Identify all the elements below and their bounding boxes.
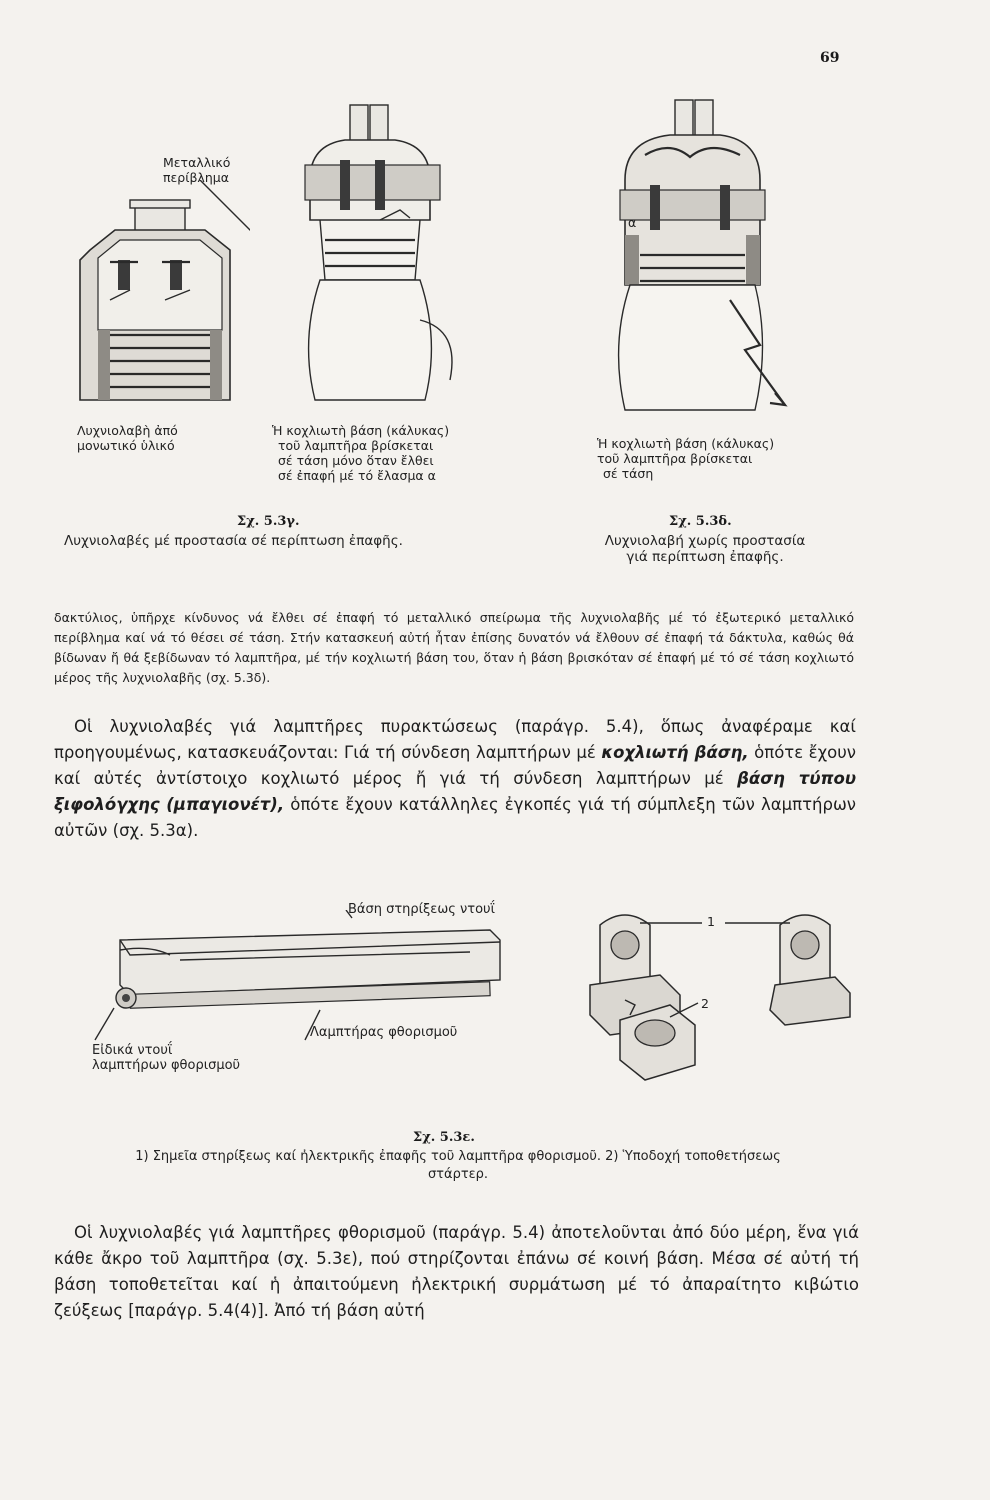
label-metal-casing <box>163 155 263 185</box>
label-right-line2: τοῦ λαμπτῆρα βρίσκεται <box>597 451 753 466</box>
label-middle-line4: σέ ἐπαφή μέ τό ἔλασμα α <box>278 468 436 483</box>
label-insulating-holder <box>77 423 227 453</box>
label-base-support: Βάση στηρίξεως ντουΐ <box>348 902 495 917</box>
caption-5-3g-number: Σχ. 5.3γ. <box>237 514 300 529</box>
label-number-1: 1 <box>707 914 715 929</box>
label-metal-casing-line2: περίβλημα <box>163 170 229 185</box>
figure-5-3d-right-drawing <box>580 95 810 415</box>
label-middle-line3: σέ τάση μόνο ὅταν ἔλθει <box>278 453 434 468</box>
figure-5-3g-middle-drawing <box>280 100 480 410</box>
paragraph-small: δακτύλιος, ὑπῆρχε κίνδυνος νά ἔλθει σέ ἐπαφή τό μεταλλικό σπείρωμα τῆς λυχνιολαβῆς μέ τό ἐξωτερικό μεταλλικό περίβλημα καί νά τό θέσει σέ τάση. Στήν κατασκευή αὐτή ἦταν ἐπίσης δυνατόν νά ἔλθουν σέ ἐπαφή τά δάκτυλα, καθώς θά βίδωναν ἤ θά ξεβίδωναν τό λαμπτῆρα, μέ τήν κοχλιωτή βάση του, ὅταν ἡ βάση βρισκόταν σέ ἐπαφή μέ τό σέ τάση κοχλιωτό μέρος τῆς λυχνιολαβῆς (σχ. 5.3δ). <box>54 610 854 685</box>
label-screw-base-middle <box>272 423 502 483</box>
label-right-line3: σέ τάση <box>603 466 654 481</box>
paragraph-1-part2: ὁπότε ἔχουν καί αὐτές ἀντίστοιχο κοχλιωτό μέρος ἤ γιά τή σύνδεση λαμπτήρων μέ <box>54 743 856 788</box>
label-number-2: 2 <box>701 996 709 1011</box>
caption-5-3g-text: Λυχνιολαβές μέ προστασία σέ περίπτωση ἐπαφῆς. <box>64 533 403 549</box>
caption-5-3e-line1: 1) Σημεῖα στηρίξεως καί ἠλεκτρικῆς ἐπαφῆς τοῦ λαμπτῆρα φθορισμοῦ. 2) Ὑποδοχή τοποθετήσεως <box>135 1149 781 1164</box>
figure-5-3e-lampholders-drawing <box>570 905 870 1105</box>
figure-5-3g-left-drawing <box>70 180 250 410</box>
paragraph-1-part3: ὁπότε ἔχουν κατάλληλες ἐγκοπές γιά τή σύμπλεξη τῶν λαμπτήρων αὐτῶν (σχ. 5.3α). <box>54 795 856 840</box>
paragraph-fluorescent-holders: Οἱ λυχνιολαβές γιά λαμπτῆρες φθορισμοῦ (παράγρ. 5.4) ἀποτελοῦνται ἀπό δύο μέρη, ἕνα γιά κάθε ἄκρο τοῦ λαμπτῆρα (σχ. 5.3ε), πού στηρίζονται ἐπάνω σέ κοινή βάση. Μέσα σέ αὐτή τή βάση τοποθετεῖται καί ἡ ἀπαιτούμενη ἠλεκτρική συρμάτωση μέ τό ἀπαραίτητο κιβώτιο ζεύξεως [παράγρ. 5.4(4)]. Ἀπό τή βάση αὐτή <box>54 1223 859 1320</box>
caption-5-3e-number: Σχ. 5.3ε. <box>413 1130 475 1145</box>
paragraph-incandescent-holders <box>54 714 856 844</box>
label-insulating-holder-line2: μονωτικό ὑλικό <box>77 438 175 453</box>
caption-5-3d-number: Σχ. 5.3δ. <box>669 514 732 529</box>
caption-5-3d-line1: Λυχνιολαβή χωρίς προστασία <box>604 533 806 549</box>
label-a: α <box>628 215 637 230</box>
label-middle-line2: τοῦ λαμπτῆρα βρίσκεται <box>278 438 434 453</box>
paragraph-1-part1: Οἱ λυχνιολαβές γιά λαμπτῆρες πυρακτώσεως (παράγρ. 5.4), ὅπως ἀναφέραμε καί προηγουμένως, κατασκευάζονται: Γιά τή σύνδεση λαμπτήρων μέ <box>54 717 856 762</box>
label-middle-line1: Ἡ κοχλιωτὴ βάση (κάλυκας) <box>272 423 450 438</box>
paragraph-1-bold-bayonet: βάση τύπου ξιφολόγχης (μπαγιονέτ), <box>54 769 856 814</box>
label-special-line1: Εἰδικά ντουΐ <box>92 1043 173 1058</box>
label-metal-casing-line1: Μεταλλικό <box>163 155 231 170</box>
paragraph-1-bold-screw-base: κοχλιωτή βάση, <box>601 743 749 762</box>
label-right-line1: Ἡ κοχλιωτὴ βάση (κάλυκας) <box>597 436 775 451</box>
caption-5-3e-text <box>48 1148 868 1184</box>
caption-5-3e-line2: στάρτερ. <box>427 1167 489 1182</box>
caption-5-3d-line2: γιά περίπτωση ἐπαφῆς. <box>626 549 784 565</box>
caption-5-3d-text <box>580 533 830 565</box>
label-fluorescent-lamp: Λαμπτήρας φθορισμοῦ <box>310 1025 458 1040</box>
label-special-sockets <box>92 1043 240 1073</box>
page-number: 69 <box>820 50 840 66</box>
label-insulating-holder-line1: Λυχνιολαβὴ ἀπό <box>77 423 178 438</box>
label-special-line2: λαμπτήρων φθορισμοῦ <box>92 1058 241 1073</box>
label-screw-base-right <box>597 436 827 481</box>
